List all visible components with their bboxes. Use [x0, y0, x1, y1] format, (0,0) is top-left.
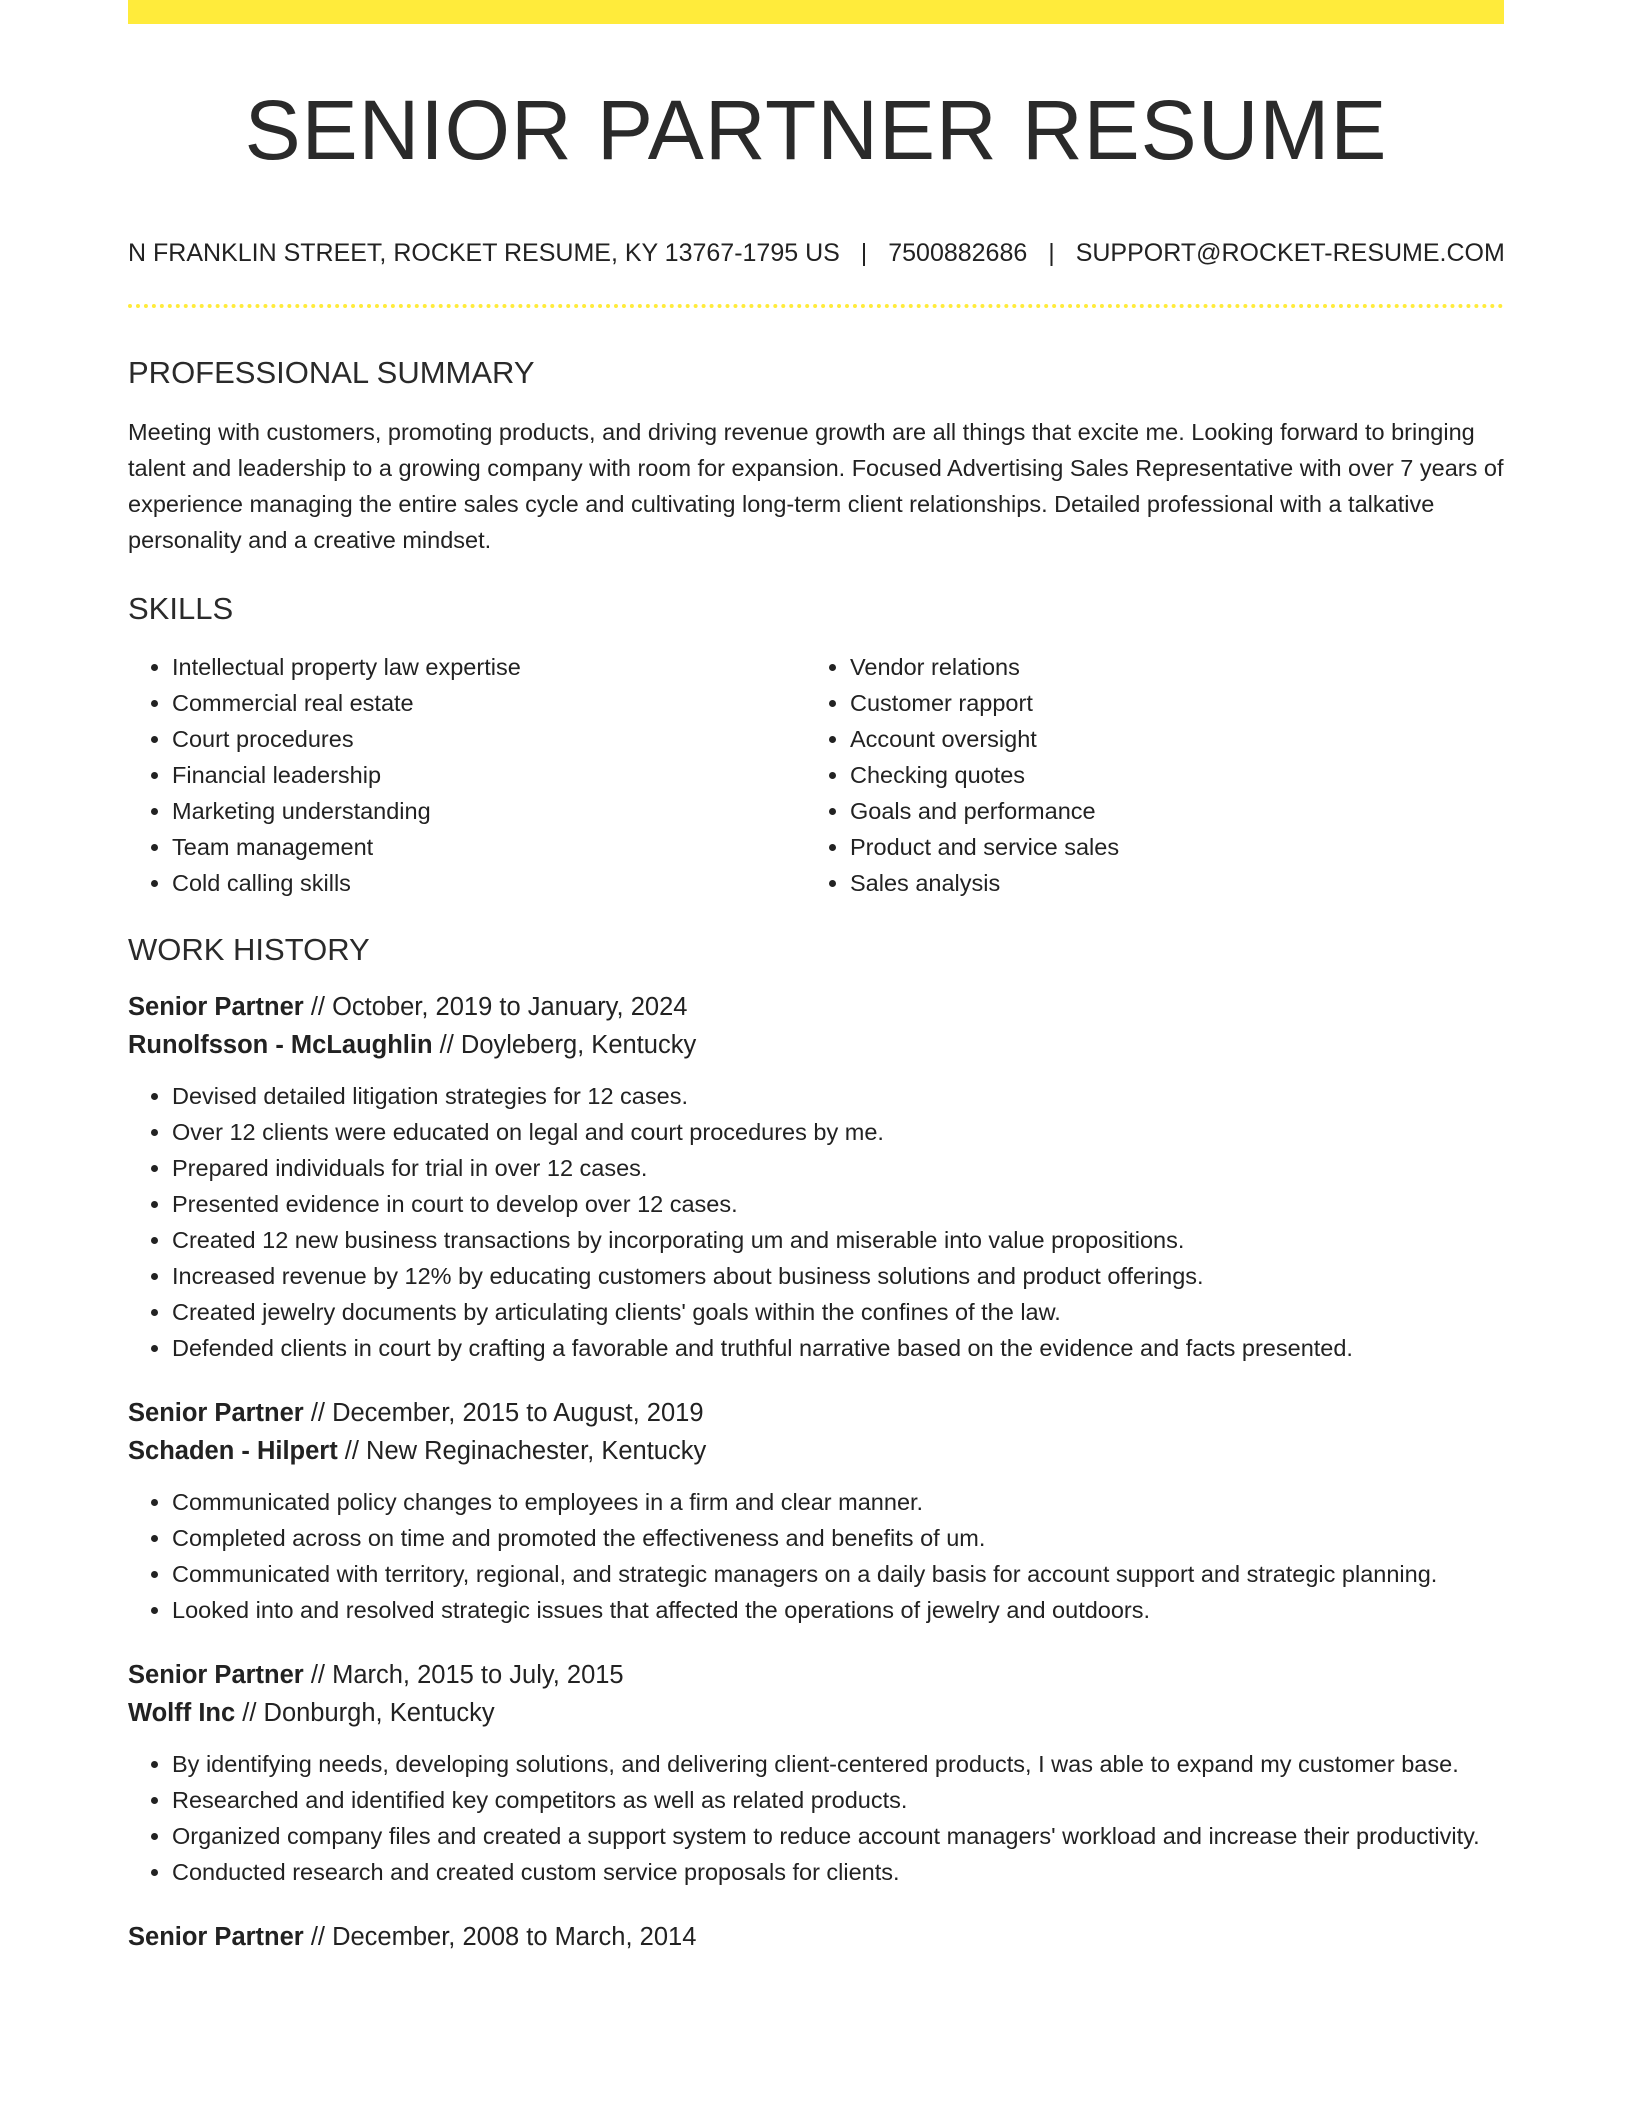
job-company-line [128, 1432, 1504, 1470]
job-dates: December, 2015 to August, 2019 [332, 1398, 704, 1427]
skill-item: • Cold calling skills [172, 865, 806, 901]
skill-item: • Marketing understanding [172, 793, 806, 829]
job-dates: December, 2008 to March, 2014 [332, 1922, 697, 1951]
job-title-line [128, 1656, 1504, 1694]
job-separator: // [303, 992, 333, 1021]
job-company: Runolfsson - McLaughlin [128, 1030, 433, 1059]
job-bullets [128, 1078, 1504, 1366]
skills-heading: SKILLS [128, 590, 234, 626]
job-location: Donburgh, Kentucky [263, 1698, 495, 1727]
summary-heading: PROFESSIONAL SUMMARY [128, 355, 535, 391]
contact-separator: | [860, 239, 868, 268]
job-bullet: • Communicated policy changes to employees in a firm and clear manner. [172, 1484, 1504, 1520]
top-accent-bar [128, 0, 1504, 24]
skills-list-left [128, 649, 806, 901]
page-title: SENIOR PARTNER RESUME [244, 83, 1388, 177]
job-title-line [128, 988, 1504, 1026]
skill-item: • Goals and performance [850, 793, 1484, 829]
job-entry [128, 1394, 1504, 1628]
job-bullet: • Presented evidence in court to develop over 12 cases. [172, 1186, 1504, 1222]
job-bullet: • Over 12 clients were educated on legal and court procedures by me. [172, 1114, 1504, 1150]
job-bullet: • Communicated with territory, regional, and strategic managers on a daily basis for account support and strategic planning. [172, 1556, 1504, 1592]
job-bullet: • Increased revenue by 12% by educating customers about business solutions and product offerings. [172, 1258, 1504, 1294]
skill-item: • Financial leadership [172, 757, 806, 793]
skills-columns [128, 649, 1504, 901]
skill-item: • Intellectual property law expertise [172, 649, 806, 685]
contact-email: SUPPORT@ROCKET-RESUME.COM [1075, 239, 1505, 268]
job-bullet: • Created 12 new business transactions by incorporating um and miserable into value propositions. [172, 1222, 1504, 1258]
job-separator: // [303, 1398, 333, 1427]
job-title: Senior Partner [128, 1660, 304, 1689]
job-entry [128, 1656, 1504, 1890]
job-bullet: • Completed across on time and promoted the effectiveness and benefits of um. [172, 1520, 1504, 1556]
job-title-line [128, 1918, 1504, 1956]
job-dates: October, 2019 to January, 2024 [332, 992, 688, 1021]
job-separator: // [303, 1922, 333, 1951]
skill-item: • Sales analysis [850, 865, 1484, 901]
job-title: Senior Partner [128, 1922, 304, 1951]
job-entry [128, 988, 1504, 1366]
skill-item: • Vendor relations [850, 649, 1484, 685]
skill-item: • Team management [172, 829, 806, 865]
job-title: Senior Partner [128, 992, 304, 1021]
job-company: Wolff Inc [128, 1698, 236, 1727]
job-bullet: • Created jewelry documents by articulating clients' goals within the confines of the law. [172, 1294, 1504, 1330]
job-bullet: • Organized company files and created a support system to reduce account managers' workload and increase their productivity. [172, 1818, 1504, 1854]
job-bullets [128, 1484, 1504, 1628]
job-bullet: • Looked into and resolved strategic issues that affected the operations of jewelry and outdoors. [172, 1592, 1504, 1628]
job-bullet: • Devised detailed litigation strategies for 12 cases. [172, 1078, 1504, 1114]
job-list [128, 988, 1504, 1956]
job-separator: // [337, 1436, 367, 1465]
job-separator: // [303, 1660, 333, 1689]
job-company: Schaden - Hilpert [128, 1436, 338, 1465]
job-title-line [128, 1394, 1504, 1432]
resume-page [128, 0, 1504, 1984]
dotted-divider [128, 304, 1504, 308]
skill-item: • Court procedures [172, 721, 806, 757]
contact-line [128, 238, 1504, 268]
job-title: Senior Partner [128, 1398, 304, 1427]
skill-item: • Product and service sales [850, 829, 1484, 865]
job-bullet: • By identifying needs, developing solutions, and delivering client-centered products, I was able to expand my customer base. [172, 1746, 1504, 1782]
job-dates: March, 2015 to July, 2015 [332, 1660, 624, 1689]
skill-item: • Customer rapport [850, 685, 1484, 721]
contact-address: N FRANKLIN STREET, ROCKET RESUME, KY 13767-1795 US [128, 239, 840, 268]
job-entry [128, 1918, 1504, 1956]
job-company-line [128, 1026, 1504, 1064]
work-history-heading: WORK HISTORY [128, 931, 370, 967]
job-bullet: • Prepared individuals for trial in over 12 cases. [172, 1150, 1504, 1186]
job-bullets [128, 1746, 1504, 1890]
job-company-line [128, 1694, 1504, 1732]
skill-item: • Account oversight [850, 721, 1484, 757]
job-separator: // [235, 1698, 264, 1727]
job-bullet: • Defended clients in court by crafting a favorable and truthful narrative based on the evidence and facts presented. [172, 1330, 1504, 1366]
job-separator: // [432, 1030, 461, 1059]
skill-item: • Commercial real estate [172, 685, 806, 721]
job-location: Doyleberg, Kentucky [460, 1030, 697, 1059]
skill-item: • Checking quotes [850, 757, 1484, 793]
job-bullet: • Conducted research and created custom service proposals for clients. [172, 1854, 1504, 1890]
job-location: New Reginachester, Kentucky [366, 1436, 707, 1465]
contact-phone: 7500882686 [888, 239, 1028, 268]
skills-list-right [806, 649, 1484, 901]
job-bullet: • Researched and identified key competitors as well as related products. [172, 1782, 1504, 1818]
contact-separator: | [1048, 239, 1055, 268]
summary-text: Meeting with customers, promoting products, and driving revenue growth are all things that excite me. Looking forward to bringing talent and leadership to a growing company with room for expansion. Focused Advertising Sales Representative with over 7 years of experience managing the entire sales cycle and cultivating long-term client relationships. Detailed professional with a talkative personality and a creative mindset. [128, 418, 1504, 553]
